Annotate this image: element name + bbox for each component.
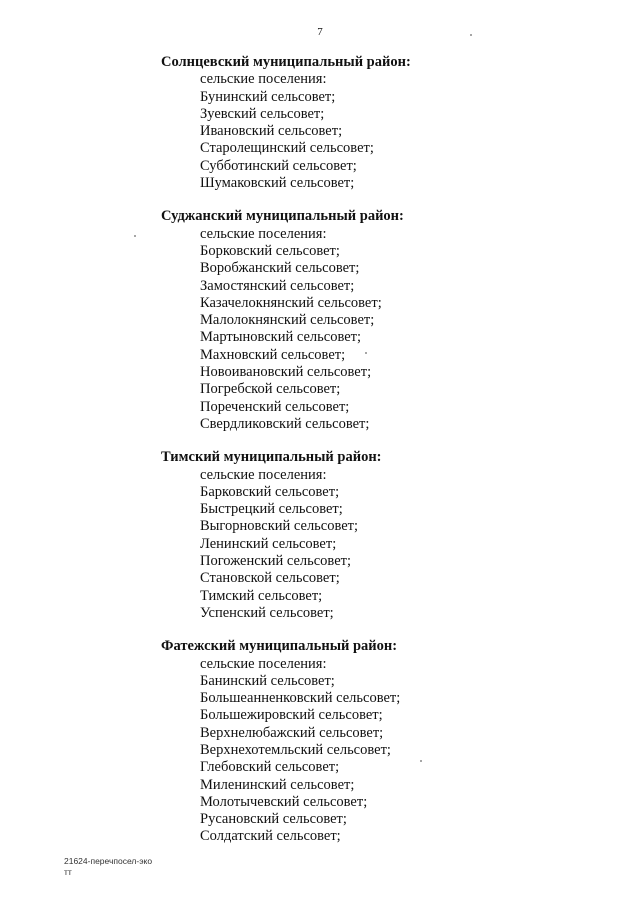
page-number: 7 [317,26,323,38]
council-list-item: Пореченский сельсовет; [200,398,350,415]
district-section [161,449,601,622]
district-subtitle: сельские поселения: [200,655,327,672]
council-list-item: Быстрецкий сельсовет; [200,501,343,518]
council-list-item: Большеанненковский сельсовет; [200,690,401,707]
district-subtitle: сельские поселения: [200,225,327,242]
council-list-item: Большежировский сельсовет; [200,707,383,724]
footer-file-code: 21624-перечпосел-эко [64,856,153,866]
council-list-item: Мартыновский сельсовет; [200,329,362,346]
district-section [161,54,601,192]
council-list-item: Субботинский сельсовет; [200,157,357,174]
district-title: Фатежский муниципальный район: [161,638,398,655]
council-list-item: Русановский сельсовет; [200,811,347,828]
council-list-item: Тимский сельсовет; [200,587,323,604]
scan-speck [365,352,367,354]
council-list-item: Солдатский сельсовет; [200,828,341,845]
council-list-item: Становской сельсовет; [200,570,340,587]
district-title: Суджанский муниципальный район: [161,208,404,225]
council-list-item: Погребской сельсовет; [200,381,341,398]
district-title: Солнцевский муниципальный район: [161,54,411,70]
council-list-item: Борковский сельсовет; [200,242,340,259]
council-list-item: Новоивановский сельсовет; [200,364,372,381]
council-list-item: Ивановский сельсовет; [200,123,343,140]
footer-mark: тт [64,867,72,877]
district-section [161,208,601,433]
document-footer [64,856,152,878]
district-subtitle: сельские поселения: [200,71,327,88]
council-list-item: Зуевский сельсовет; [200,105,325,122]
council-list-item: Верхнелюбажский сельсовет; [200,724,384,741]
district-subtitle: сельские поселения: [200,466,327,483]
council-list-item: Глебовский сельсовет; [200,759,340,776]
council-list-item: Верхнехотемльский сельсовет; [200,741,391,758]
scan-speck [470,34,472,36]
district-section [161,638,601,846]
council-list-item: Ленинский сельсовет; [200,535,337,552]
council-list-item: Банинский сельсовет; [200,672,335,689]
council-list-item: Выгорновский сельсовет; [200,518,359,535]
council-list-item: Погоженский сельсовет; [200,553,351,570]
council-list-item: Воробжанский сельсовет; [200,260,360,277]
council-list-item: Успенский сельсовет; [200,604,334,621]
council-list-item: Казачелокнянский сельсовет; [200,294,382,311]
council-list-item: Махновский сельсовет; [200,346,346,363]
council-list-item: Молотычевский сельсовет; [200,793,368,810]
document-body [161,54,601,862]
council-list-item: Миленинский сельсовет; [200,776,355,793]
council-list-item: Бунинский сельсовет; [200,88,336,105]
scan-speck [134,235,136,237]
council-list-item: Старолещинский сельсовет; [200,140,374,157]
council-list-item: Замостянский сельсовет; [200,277,355,294]
council-list-item: Шумаковский сельсовет; [200,175,355,192]
district-title: Тимский муниципальный район: [161,449,382,466]
council-list-item: Свердликовский сельсовет; [200,415,370,432]
council-list-item: Малолокнянский сельсовет; [200,312,375,329]
scan-speck [420,760,422,762]
council-list-item: Барковский сельсовет; [200,483,340,500]
